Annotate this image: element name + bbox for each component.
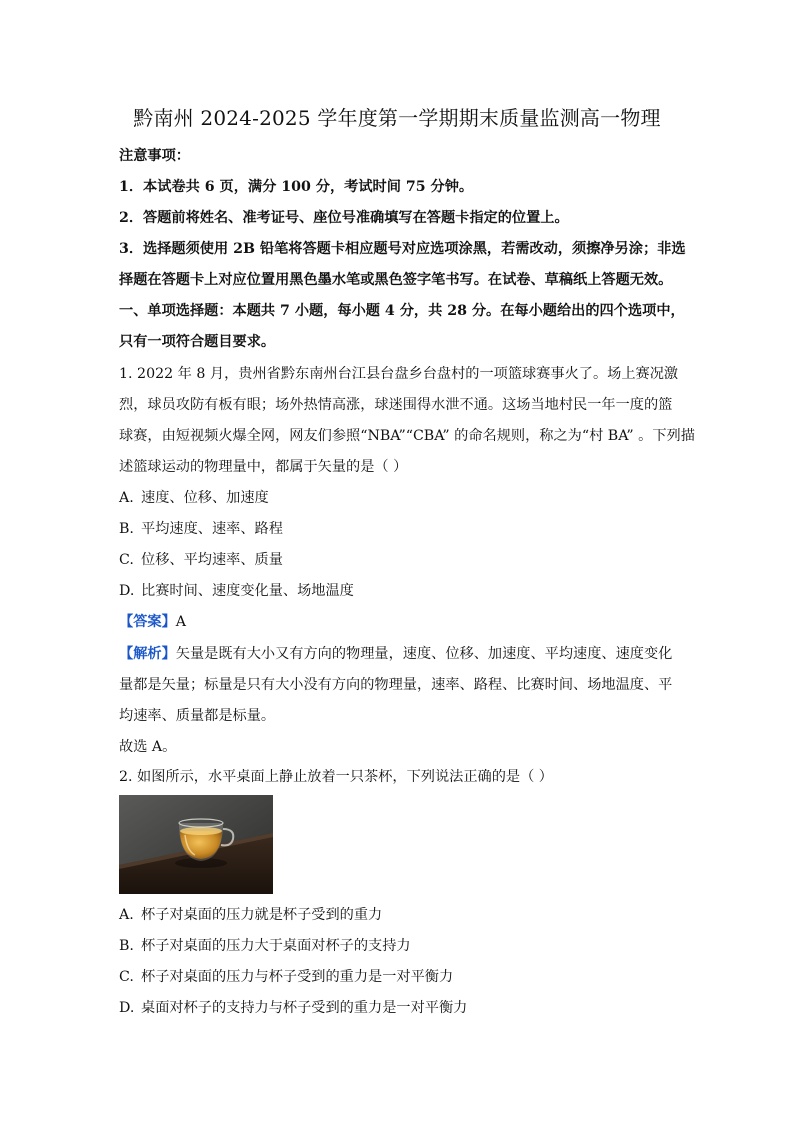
option-label: C. <box>119 969 134 985</box>
q1-analysis-line-1 <box>119 644 679 664</box>
q1-stem-line-1: 1. 2022 年 8 月，贵州省黔东南州台江县台盘乡台盘村的一项篮球赛事火了。场上赛况激 <box>119 366 679 382</box>
q1-analysis-line-3: 均速率、质量都是标量。 <box>119 708 276 724</box>
q2-option-d <box>119 998 679 1018</box>
analysis-text: 矢量是既有大小又有方向的物理量，速度、位移、加速度、平均速度、速度变化 <box>175 646 673 662</box>
q1-answer <box>119 612 679 632</box>
answer-tag: 【答案】 <box>119 614 176 630</box>
option-label: D. <box>119 583 135 599</box>
note-item-3-cont: 择题在答题卡上对应位置用黑色墨水笔或黑色签字笔书写。在试卷、草稿纸上答题无效。 <box>119 272 673 288</box>
q1-option-b <box>119 519 679 539</box>
teacup-illustration <box>119 795 273 894</box>
q1-option-c <box>119 550 679 570</box>
notes-heading: 注意事项： <box>119 148 190 164</box>
q2-stem: 2. 如图所示，水平桌面上静止放着一只茶杯，下列说法正确的是（ ） <box>119 769 553 785</box>
option-text: 桌面对杯子的支持力与杯子受到的重力是一对平衡力 <box>141 1000 468 1016</box>
q1-stem-line-2: 烈，球员攻防有板有眼；场外热情高涨，球迷围得水泄不通。这场当地村民一年一度的篮 <box>119 397 673 413</box>
q1-analysis-line-2: 量都是矢量；标量是只有大小没有方向的物理量，速率、路程、比赛时间、场地温度、平 <box>119 677 673 693</box>
option-text: 杯子对桌面的压力与杯子受到的重力是一对平衡力 <box>141 969 454 985</box>
q2-option-c <box>119 967 679 987</box>
option-label: A. <box>119 907 134 923</box>
analysis-tag: 【解析】 <box>119 646 176 662</box>
note-item-3: 3．选择题须使用 2B 铅笔将答题卡相应题号对应选项涂黑，若需改动，须擦净另涂；非选 <box>119 241 686 257</box>
teacup-photo <box>119 795 273 894</box>
q1-option-a <box>119 488 679 508</box>
option-text: 速度、位移、加速度 <box>141 490 269 506</box>
option-label: B. <box>119 938 134 954</box>
q1-stem-line-4: 述篮球运动的物理量中，都属于矢量的是（ ） <box>119 459 408 475</box>
option-label: D. <box>119 1000 135 1016</box>
section-heading-cont: 只有一项符合题目要求。 <box>119 334 276 350</box>
exam-title: 黔南州 2024-2025 学年度第一学期期末质量监测高一物理 <box>133 106 661 130</box>
note-item-1: 1．本试卷共 6 页，满分 100 分，考试时间 75 分钟。 <box>119 179 474 195</box>
option-text: 平均速度、速率、路程 <box>141 521 283 537</box>
q2-option-b <box>119 936 679 956</box>
q1-option-d <box>119 581 679 601</box>
option-label: C. <box>119 552 134 568</box>
q1-stem-line-3: 球赛，由短视频火爆全网，网友们参照“NBA”“CBA” 的命名规则，称之为“村 BA” 。下列描 <box>119 428 695 444</box>
option-text: 杯子对桌面的压力就是杯子受到的重力 <box>141 907 383 923</box>
option-label: B. <box>119 521 134 537</box>
q2-option-a <box>119 905 679 925</box>
option-text: 位移、平均速率、质量 <box>141 552 283 568</box>
section-heading: 一、单项选择题：本题共 7 小题，每小题 4 分，共 28 分。在每小题给出的四个选项中， <box>119 303 685 319</box>
answer-value: A <box>175 614 187 630</box>
option-text: 比赛时间、速度变化量、场地温度 <box>141 583 354 599</box>
note-item-2: 2．答题前将姓名、准考证号、座位号准确填写在答题卡指定的位置上。 <box>119 210 569 226</box>
option-text: 杯子对桌面的压力大于桌面对杯子的支持力 <box>141 938 411 954</box>
q1-conclusion: 故选 A。 <box>119 739 177 755</box>
option-label: A. <box>119 490 134 506</box>
